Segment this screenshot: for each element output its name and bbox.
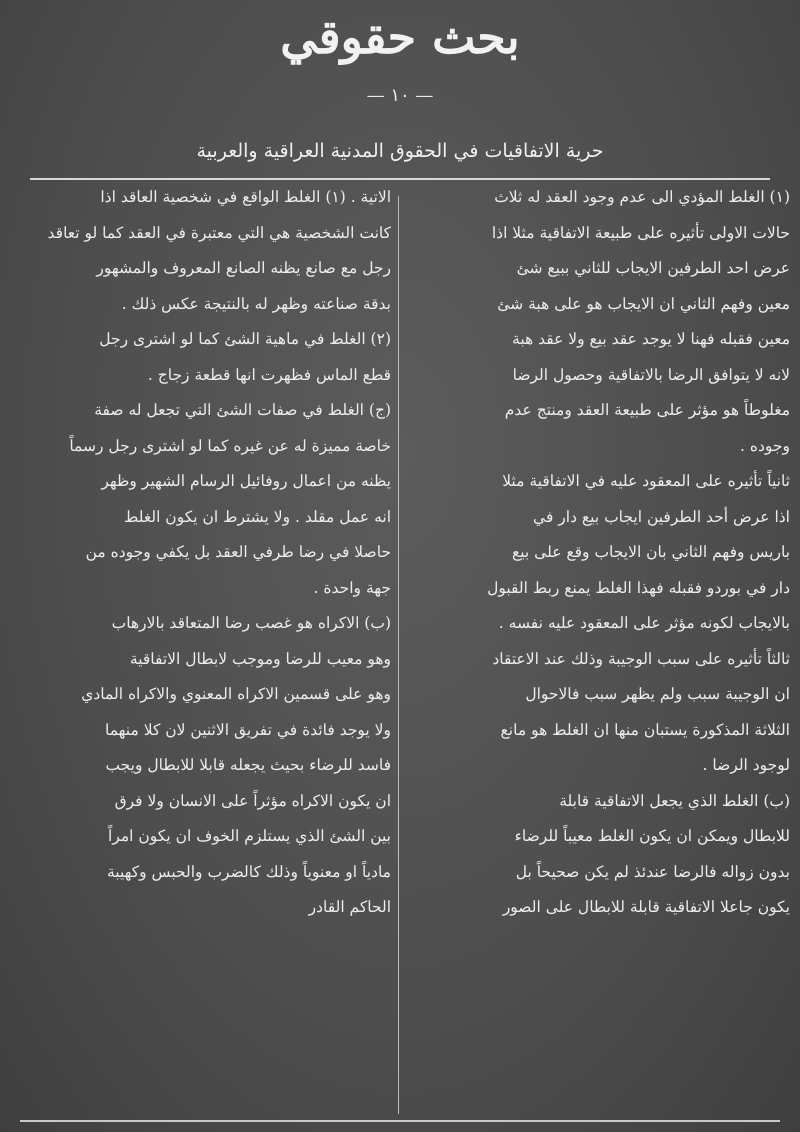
text-line: يكون جاعلا الاتفاقية قابلة للابطال على الصور — [502, 898, 790, 916]
text-line: دار في بوردو فقبله فهذا الغلط يمنع ربط القبول — [487, 578, 790, 597]
text-line: حاصلا في رضا طرفي العقد بل يكفي وجوده من — [85, 543, 391, 561]
text-line: رجل مع صانع يظنه الصانع المعروف والمشهور — [96, 259, 391, 277]
text-line: (ج) الغلط في صفات الشئ التي تجعل له صفة — [94, 401, 391, 419]
text-line: عرض احد الطرفين الايجاب للثاني ببيع شئ — [516, 259, 790, 277]
text-line: كانت الشخصية هي التي معتبرة في العقد كما لو تعاقد — [47, 223, 391, 242]
text-line: مغلوطاً هو مؤثر على طبيعة العقد ومنتج عدم — [504, 401, 790, 419]
article-subtitle: حرية الاتفاقيات في الحقوق المدنية العراقية والعربية — [196, 140, 604, 162]
text-line: ان الوجيبة سبب ولم يظهر سبب فالاحوال — [525, 685, 790, 703]
text-line: لوجود الرضا . — [702, 756, 790, 774]
text-line: يظنه من اعمال روفائيل الرسام الشهير وظهر — [101, 472, 391, 490]
text-line: بين الشئ الذي يستلزم الخوف ان يكون امراً — [108, 827, 391, 845]
text-line: خاصة مميزة له عن غيره كما لو اشترى رجل رسماً — [69, 436, 391, 455]
text-line: (ب) الاكراه هو غصب رضا المتعاقد بالارهاب — [111, 614, 391, 632]
text-line: ثالثاً تأثيره على سبب الوجيبة وذلك عند الاعتقاد — [492, 649, 790, 668]
text-line: مادياً او معنوياً وذلك كالضرب والحبس وكهيبة — [106, 862, 391, 881]
text-line: وهو على قسمين الاكراه المعنوي والاكراه المادي — [81, 685, 391, 703]
text-line: معين فقبله فهنا لا يوجد عقد بيع ولا عقد هبة — [512, 330, 790, 348]
masthead-title: بحث حقوقي — [280, 10, 520, 64]
text-line: ولا يوجد فائدة في تفريق الاثنين لان كلا منهما — [104, 720, 391, 739]
column-divider — [398, 196, 399, 1114]
text-line: ان يكون الاكراه مؤثراً على الانسان ولا فرق — [114, 791, 391, 810]
text-line: جهة واحدة . — [313, 578, 391, 597]
text-line: لانه لا يتوافق الرضا بالاتفاقية وحصول الرضا — [512, 365, 790, 384]
text-line: قطع الماس فظهرت انها قطعة زجاج . — [147, 365, 391, 384]
text-line: بالايجاب لكونه مؤثر على المعقود عليه نفسه . — [498, 614, 790, 632]
text-line: الاتية . (١) الغلط الواقع في شخصية العاقد اذا — [100, 188, 391, 206]
article-number: — ١٠ — — [366, 85, 434, 106]
text-line: الحاكم القادر — [308, 898, 391, 916]
text-line: وهو معيب للرضا وموجب لابطال الاتفاقية — [129, 649, 391, 668]
text-line: للابطال ويمكن ان يكون الغلط معيباً للرضاء — [514, 827, 790, 845]
text-line: ثانياً تأثيره على المعقود عليه في الاتفاقية مثلا — [502, 472, 790, 490]
text-line: (ب) الغلط الذي يجعل الاتفاقية قابلة — [559, 791, 790, 810]
text-line: حالات الاولى تأثيره على طبيعة الاتفاقية مثلا اذا — [491, 223, 790, 242]
right-column — [404, 180, 790, 926]
left-column — [24, 180, 391, 926]
text-line: معين وفهم الثاني ان الايجاب هو على هبة شئ — [497, 294, 790, 313]
text-line: انه عمل مقلد . ولا يشترط ان يكون الغلط — [124, 507, 391, 526]
text-line: (١) الغلط المؤدي الى عدم وجود العقد له ثلاث — [494, 188, 790, 206]
text-line: (٢) الغلط في ماهية الشئ كما لو اشترى رجل — [99, 330, 391, 348]
text-line: باريس وفهم الثاني بان الايجاب وقع على بيع — [512, 543, 790, 561]
text-line: بدقة صناعته وظهر له بالنتيجة عكس ذلك . — [121, 294, 391, 313]
text-line: الثلاثة المذكورة يستبان منها ان الغلط هو مانع — [500, 720, 790, 739]
text-line: فاسد للرضاء بحيث يجعله قابلا للابطال ويجب — [105, 756, 391, 774]
footer-rule — [20, 1120, 780, 1122]
text-line: وجوده . — [740, 436, 790, 455]
text-line: اذا عرض أحد الطرفين ايجاب بيع دار في — [533, 507, 790, 526]
text-line: بدون زواله فالرضا عندئذ لم يكن صحيحاً بل — [515, 862, 790, 881]
